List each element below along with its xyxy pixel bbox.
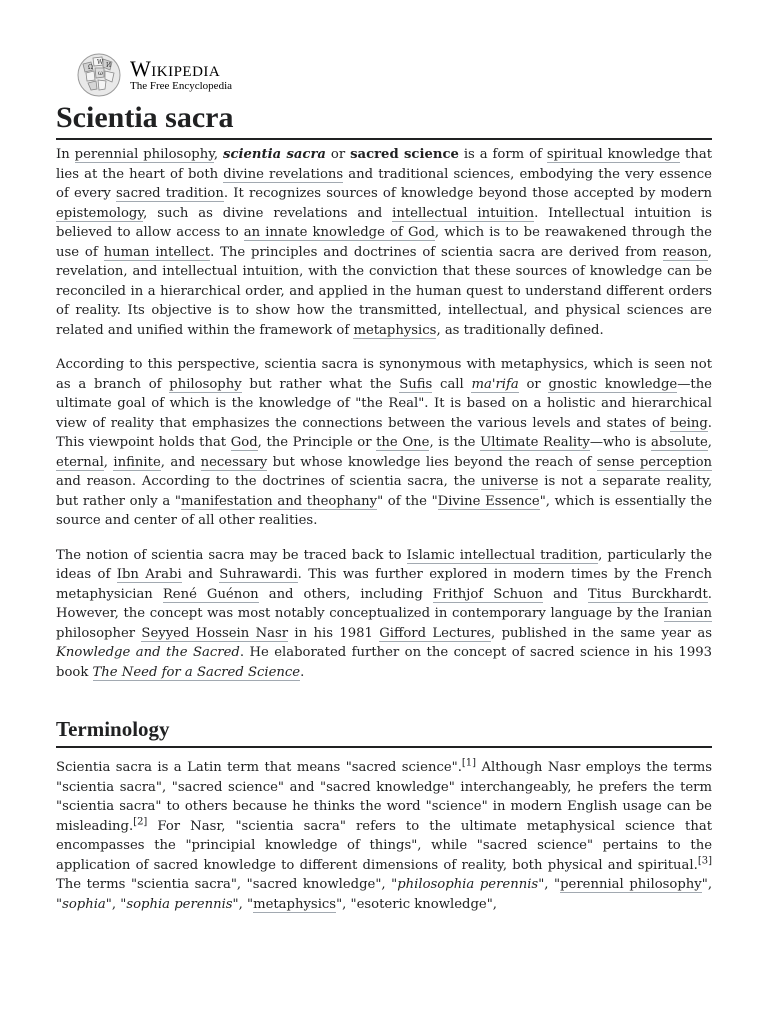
term-sophia-perennis: "sophia perennis" [120, 896, 239, 912]
link-perennial-philosophy[interactable]: perennial philosophy [74, 147, 214, 162]
text: call [432, 376, 472, 392]
text: , the Principle or [257, 435, 377, 450]
text: or [518, 376, 549, 392]
link-reason[interactable]: reason [662, 244, 708, 260]
text: , which is to be reawakened through the use of [56, 225, 712, 260]
link-divine-revelations[interactable]: divine revelations [223, 166, 344, 182]
wordmark-title: Wikipedia [130, 56, 221, 81]
svg-text:И: И [106, 62, 112, 69]
text: in his 1981 [288, 625, 380, 641]
link-sacred-tradition[interactable]: sacred tradition [116, 186, 224, 201]
link-need-for-a-sacred-science-label: The Need for a Sacred Science [92, 664, 301, 680]
text: and traditional sciences, embodying the very essence of every [56, 166, 712, 201]
link-titus-burckhardt[interactable]: Titus Burckhardt [587, 586, 708, 602]
link-suhrawardi[interactable]: Suhrawardi [219, 567, 298, 582]
link-metaphysics-2[interactable]: metaphysics [253, 896, 337, 912]
article-page [56, 50, 712, 914]
link-perennial-philosophy-2[interactable]: perennial philosophy [560, 877, 702, 892]
wordmark-tagline: The Free Encyclopedia [130, 80, 233, 92]
text: , is the [429, 435, 481, 450]
svg-text:ω: ω [98, 70, 103, 77]
reference-3[interactable]: [3] [697, 855, 712, 867]
term-philosophia-perennis: philosophia perennis [397, 877, 539, 892]
reference-1[interactable]: [1] [461, 757, 477, 769]
link-manifestation-and-theophany[interactable]: manifestation and theophany [181, 493, 378, 509]
text: Although Nasr employs the terms "scientia sacra", "sacred science" and "sacred knowledge" interchangeably, he prefers the term "scientia sacra" to others because he thinks the word "science" in modern English usage can be misleading. [56, 760, 712, 834]
text: and [181, 567, 220, 582]
link-marifa-label: ma'rifa [471, 376, 519, 392]
text: According to this perspective, scientia sacra is synonymous with metaphysics, which is seen not as a branch of [56, 357, 712, 392]
text: , and [160, 454, 201, 470]
text: , [103, 454, 114, 470]
svg-text:Ω: Ω [88, 64, 93, 71]
link-frithjof-schuon[interactable]: Frithjof Schuon [432, 586, 544, 602]
paragraph-terminology [56, 758, 712, 914]
link-innate-knowledge-of-god[interactable]: an innate knowledge of God [243, 225, 435, 240]
link-epistemology[interactable]: epistemology [56, 205, 144, 221]
term-sophia: "sophia" [56, 896, 112, 912]
text: , [111, 896, 121, 912]
text: , such as divine revelations and [143, 205, 393, 221]
text: . He elaborated further on the concept of sacred science in his 1993 book [56, 645, 712, 680]
link-need-for-a-sacred-science[interactable] [93, 665, 301, 681]
book-title-knowledge-and-the-sacred: Knowledge and the Sacred [56, 645, 240, 660]
link-philosophy[interactable]: philosophy [169, 376, 242, 392]
text: or [325, 147, 351, 162]
link-seyyed-hossein-nasr[interactable]: Seyyed Hossein Nasr [141, 625, 289, 641]
link-gifford-lectures[interactable]: Gifford Lectures [379, 625, 492, 641]
link-being[interactable]: being [670, 415, 708, 431]
link-absolute[interactable]: absolute [650, 435, 708, 450]
text: , " [238, 896, 254, 912]
wikipedia-globe-icon [74, 52, 124, 98]
text: . This was further explored in modern times by the French metaphysician [56, 567, 713, 602]
svg-text:W: W [97, 59, 104, 66]
text: but rather what the [241, 376, 400, 392]
text: For Nasr, "scientia sacra" refers to the ultimate metaphysical science that encompasses the "principial knowledge of things", while "sacred science" pertains to the application of sacred knowledge to different dimensions of reality, both physical and spiritual. [56, 818, 712, 873]
text: The notion of scientia sacra may be traced back to [56, 547, 407, 563]
text: . This viewpoint holds that [56, 415, 712, 450]
text: . The principles and doctrines of scientia sacra are derived from [210, 244, 663, 260]
text: philosopher [56, 625, 142, 641]
link-necessary[interactable]: necessary [200, 454, 268, 470]
text: " of the " [377, 493, 438, 509]
link-ibn-arabi[interactable]: Ibn Arabi [116, 567, 182, 582]
link-islamic-intellectual-tradition[interactable]: Islamic intellectual tradition [406, 547, 599, 563]
page-title: Scientia sacra [56, 100, 712, 140]
text: and [543, 586, 588, 602]
link-divine-essence[interactable]: Divine Essence [437, 493, 540, 509]
text: —the ultimate goal of which is the knowledge of "the Real". It is based on a holistic and hierarchical view of reality that emphasizes the connections between the various levels and states of [56, 376, 712, 431]
text: Scientia sacra is a Latin term that means "sacred science". [56, 760, 462, 775]
link-iranian[interactable]: Iranian [663, 606, 712, 621]
paragraph-perspective [56, 355, 712, 531]
text: —who is [589, 435, 651, 450]
reference-2[interactable]: [2] [133, 816, 148, 828]
text: but whose knowledge lies beyond the reach of [267, 454, 597, 470]
wikipedia-logo[interactable] [74, 50, 712, 100]
text: and others, including [258, 586, 433, 602]
text: , published in the same year as [491, 625, 712, 641]
text: The terms "scientia sacra", "sacred knowledge", " [56, 877, 398, 892]
link-sense-perception[interactable]: sense perception [596, 454, 713, 470]
text: that lies at the heart of both [56, 147, 712, 182]
link-intellectual-intuition[interactable]: intellectual intuition [392, 205, 535, 221]
term-scientia-sacra: scientia sacra [223, 147, 326, 162]
text: , particularly the ideas of [56, 547, 713, 582]
text: ", " [538, 877, 561, 892]
text: , [707, 435, 712, 450]
link-universe[interactable]: universe [481, 474, 539, 489]
link-god[interactable]: God [230, 435, 258, 450]
link-eternal[interactable]: eternal [56, 454, 104, 470]
text: ", "esoteric knowledge", [336, 896, 497, 912]
section-heading-terminology: Terminology [56, 716, 712, 748]
text: ", [701, 877, 713, 892]
text: , revelation, and intellectual intuition, with the conviction that these sources of knowledge can be reconciled in a hierarchical order, and applied in the human quest to understand different orders of reality. Its objective is to show how the transmitted, intellectual, and physical sciences are related and unified within the framework of [56, 244, 712, 338]
paragraph-intro [56, 145, 712, 340]
link-rene-guenon[interactable]: René Guénon [162, 586, 259, 602]
link-the-one[interactable]: the One [376, 435, 430, 450]
text: . Intellectual intuition is believed to allow access to [56, 205, 712, 240]
text: . [300, 664, 305, 680]
term-sacred-science: sacred science [350, 147, 459, 162]
link-ultimate-reality[interactable]: Ultimate Reality [480, 435, 590, 450]
link-marifa[interactable] [471, 377, 518, 393]
link-sufis[interactable]: Sufis [399, 376, 433, 392]
text: is not a separate reality, but rather only a " [56, 474, 713, 509]
text: ", which is essentially the source and center of all other realities. [56, 493, 713, 528]
text: . However, the concept was most notably conceptualized in contemporary language by the [56, 586, 712, 621]
link-infinite[interactable]: infinite [113, 454, 161, 470]
text: is a form of [458, 147, 547, 162]
paragraph-history [56, 546, 712, 683]
link-human-intellect[interactable]: human intellect [103, 244, 211, 260]
text: . It recognizes sources of knowledge beyond those accepted by modern [223, 186, 712, 201]
link-spiritual-knowledge[interactable]: spiritual knowledge [546, 147, 681, 162]
text: In [56, 147, 75, 162]
link-metaphysics[interactable]: metaphysics [353, 322, 437, 338]
text: , [213, 147, 224, 162]
text: and reason. According to the doctrines of scientia sacra, the [56, 474, 482, 489]
link-gnostic-knowledge[interactable]: gnostic knowledge [548, 376, 678, 392]
text: , as traditionally defined. [436, 322, 604, 338]
